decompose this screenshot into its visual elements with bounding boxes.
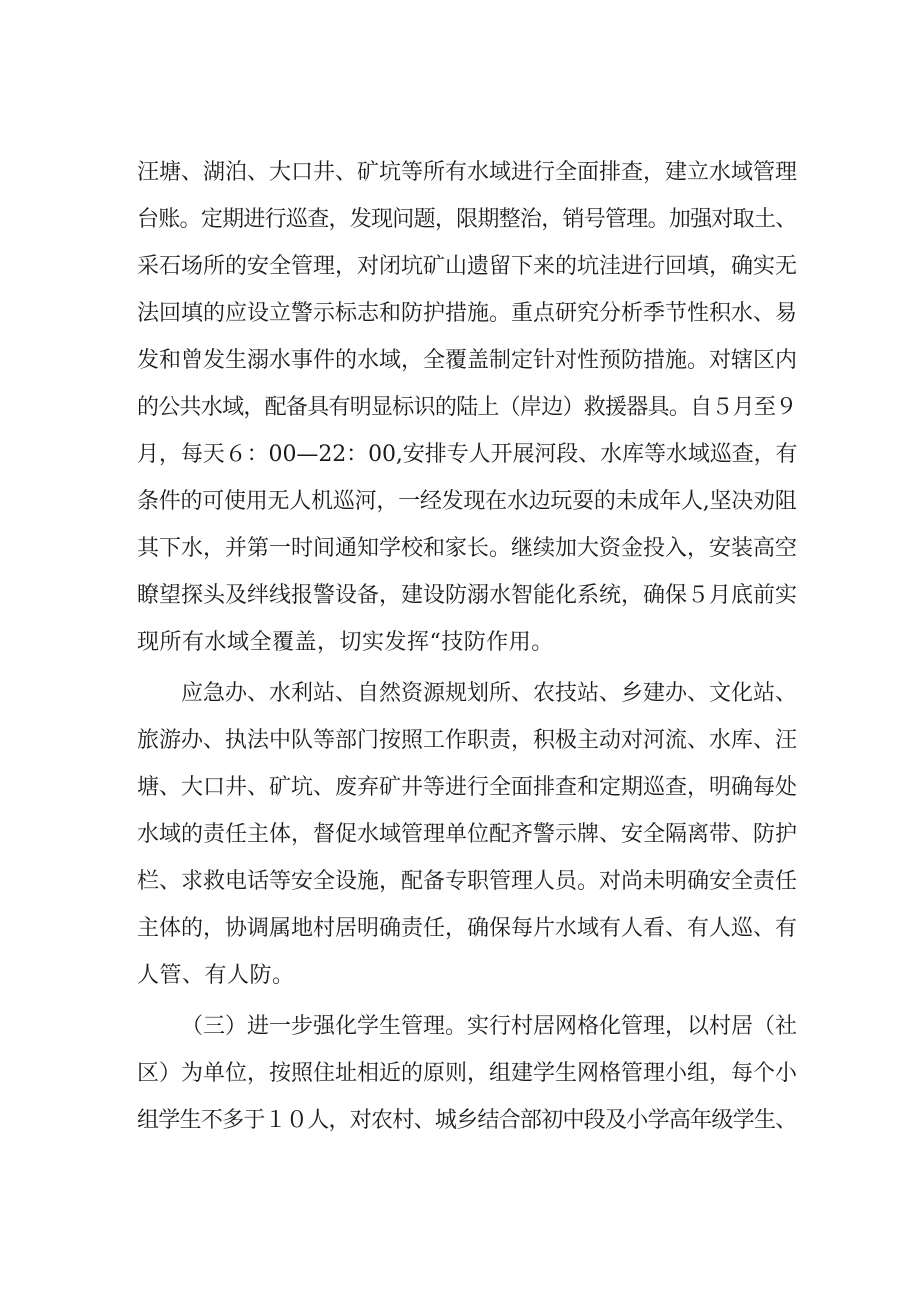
text-line: 其下水，并第一时间通知学校和家长。继续加大资金投入，安装高空 — [137, 536, 798, 561]
text-line: 主体的，协调属地村居明确责任，确保每片水域有人看、有人巡、有 — [137, 916, 798, 941]
text-line: 采石场所的安全管理，对闭坑矿山遗留下来的坑洼进行回填，确实无 — [137, 254, 798, 279]
text-line: 的公共水域，配备具有明显标识的陆上（岸边）救援器具。自５月至９ — [137, 395, 797, 420]
text-line: 条件的可使用无人机巡河，一经发现在水边玩耍的未成年人,坚决劝阻 — [137, 489, 797, 514]
text-line: 塘、大口井、矿坑、废弃矿井等进行全面排查和定期巡查，明确每处 — [137, 775, 798, 800]
text-line: 汪塘、湖泊、大口井、矿坑等所有水域进行全面排查，建立水域管理 — [137, 160, 798, 185]
text-line: 瞭望探头及绊线报警设备，建设防溺水智能化系统，确保５月底前实 — [137, 583, 798, 608]
text-line: 月，每天６：00—22：00,安排专人开展河段、水库等水域巡查，有 — [137, 442, 798, 467]
text-line: （三）进一步强化学生管理。实行村居网格化管理，以村居（社 — [181, 1014, 798, 1039]
text-line: 法回填的应设立警示标志和防护措施。重点研究分析季节性积水、易 — [137, 301, 798, 326]
text-line: 栏、求救电话等安全设施，配备专职管理人员。对尚未明确安全责任 — [137, 869, 798, 894]
text-line: 现所有水域全覆盖，切实发挥“技防作用。 — [137, 630, 554, 655]
text-line: 水域的责任主体，督促水域管理单位配齐警示牌、安全隔离带、防护 — [137, 822, 798, 847]
text-line: 区）为单位，按照住址相近的原则，组建学生网格管理小组，每个小 — [137, 1061, 798, 1086]
text-line: 台账。定期进行巡查，发现问题，限期整治，销号管理。加强对取土、 — [137, 207, 797, 232]
text-line: 发和曾发生溺水事件的水域，全覆盖制定针对性预防措施。对辖区内 — [137, 348, 798, 373]
text-line: 旅游办、执法中队等部门按照工作职责，积极主动对河流、水库、汪 — [137, 728, 798, 753]
text-line: 组学生不多于１０人，对农村、城乡结合部初中段及小学高年级学生、 — [137, 1108, 797, 1133]
text-line: 应急办、水利站、自然资源规划所、农技站、乡建办、文化站、 — [181, 681, 798, 706]
text-line: 人管、有人防。 — [137, 963, 295, 988]
